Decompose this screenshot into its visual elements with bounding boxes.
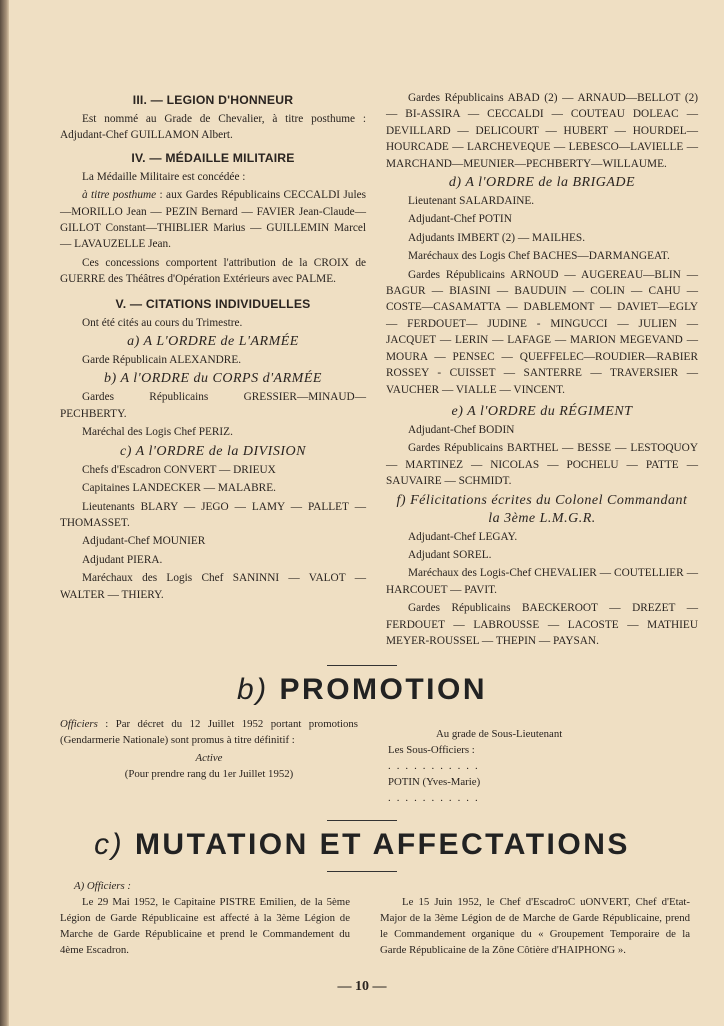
paragraph: Ont été cités au cours du Trimestre.: [82, 316, 243, 329]
paragraph: Adjudant SOREL.: [408, 548, 492, 561]
paragraph-text: : aux Gardes Républicains CECCALDI Jules—MORILLO Jean — PEZIN Bernard — FAVIER Jean-Claude—GILLOT Constant—THIBLIER Marius — GUILLEMIN Marcel — LAVAUZELLE Jean.: [60, 189, 366, 251]
paragraph: Adjudant PIERA.: [82, 553, 163, 566]
divider: [327, 820, 397, 821]
heading-letter: c): [94, 828, 125, 862]
paragraph: [60, 716, 358, 748]
sub-officers-line: Les Sous-Officiers :: [388, 744, 475, 757]
citations-columns: [60, 90, 700, 651]
paragraph: Capitaines LANDECKER — MALABRE.: [82, 482, 276, 495]
active-label: [60, 750, 358, 766]
subsection-heading: d) A l'ORDRE de la BRIGADE: [448, 175, 636, 191]
paragraph: Gardes Républicains ARNOUD — AUGEREAU—BLIN — BAGUR — BIASINI — BAUDUIN — COLIN — CAHU — COSTE—CASAMATTA — DABLEMONT — DAVIET—EGLY — FERDOUET— JUDINE - MINGUCCI — JULIEN — JACQUET — LERIN — LAFAGE — MARION MEGEVAND — MOURA — PENSEC — QUEFFELEC—ROUDIER—RABIER ROSSEY - CUISSET — SANTERRE — TRAVERSIER — VAUCHER — VIALLE — VINCENT.: [386, 268, 698, 396]
heading-text: PROMOTION: [279, 673, 488, 707]
page-number: — 10 —: [337, 979, 387, 995]
mutation-left: [60, 878, 350, 960]
section-heading: IV. — MÉDAILLE MILITAIRE: [131, 150, 295, 165]
paragraph: Maréchaux des Logis Chef BACHES—DARMANGEAT.: [408, 250, 670, 263]
promotion-body: [60, 716, 700, 806]
officers-heading: [60, 878, 350, 894]
paragraph: Gardes Républicains BARTHEL — BESSE — LESTOQUOY — MARTINEZ — NICOLAS — POCHELU — PATTE — SAUVAIRE — SCHMIDT.: [386, 442, 698, 488]
page-binding-edge: [0, 0, 9, 1026]
rank-note: (Pour prendre rang du 1er Juillet 1952): [124, 768, 294, 781]
emphasis: à titre posthume: [82, 189, 157, 202]
left-column: [60, 90, 366, 605]
promotion-left: [60, 716, 358, 782]
paragraph: Adjudant-Chef POTIN: [408, 213, 512, 226]
paragraph: Lieutenant SALARDAINE.: [408, 195, 535, 208]
paragraph: Garde Républicain ALEXANDRE.: [82, 354, 242, 367]
mutation-right: [380, 878, 690, 960]
subsection-heading: b) A l'ORDRE du CORPS d'ARMÉE: [104, 371, 322, 387]
section-heading: III. — LEGION D'HONNEUR: [132, 93, 294, 107]
promoted-name: POTIN (Yves-Marie): [388, 776, 481, 789]
promotion-right: [388, 716, 648, 806]
paragraph: Lieutenants BLARY — JEGO — LAMY — PALLET — THOMASSET.: [60, 500, 366, 529]
paragraph: Gardes Républicains GRESSIER—MINAUD—PECHBERTY.: [60, 391, 366, 420]
divider: [327, 665, 397, 666]
paragraph: Maréchal des Logis Chef PERIZ.: [82, 426, 233, 439]
mutation-heading: [24, 827, 700, 863]
paragraph: Chefs d'Escadron CONVERT — DRIEUX: [82, 463, 276, 476]
paragraph: [60, 187, 366, 253]
emphasis: Officiers: [60, 718, 98, 731]
paragraph: Est nommé au Grade de Chevalier, à titre posthume : Adjudant-Chef GUILLAMON Albert.: [60, 113, 366, 142]
paragraph: Adjudant-Chef LEGAY.: [408, 530, 518, 543]
paragraph: Adjudant-Chef BODIN: [408, 423, 515, 436]
dots-line: ...........: [388, 760, 484, 773]
paragraph: Adjudants IMBERT (2) — MAILHES.: [408, 231, 586, 244]
paragraph-text: : Par décret du 12 Juillet 1952 portant promotions (Gendarmerie Nationale) sont promus à titre définitif :: [60, 718, 358, 747]
paragraph: Gardes Républicains ABAD (2) — ARNAUD—BELLOT (2) — BI-ASSIRA — CECCALDI — COUTEAU DOLEAC — DEVILLARD — DELICOURT — HUBERT — HOURDEL— HOURCADE — LARCHEVEQUE — LEBESCO—LAVIELLE —MARCHAND—MEUNIER—PECHBERTY—WILLAUME.: [386, 92, 698, 170]
heading-text: MUTATION ET AFFECTATIONS: [134, 828, 630, 862]
active-text: Active: [195, 752, 223, 765]
mutation-body: [60, 878, 700, 960]
section-heading: V. — CITATIONS INDIVIDUELLES: [115, 296, 311, 311]
grade-line: Au grade de Sous-Lieutenant: [436, 728, 563, 741]
subsection-heading: c) A l'ORDRE de la DIVISION: [120, 443, 306, 459]
divider: [327, 871, 397, 872]
subsection-heading: f) Félicitations écrites du Colonel Commandant la 3ème L.M.G.R.: [396, 492, 688, 526]
heading-letter: b): [236, 673, 269, 707]
subsection-heading: a) A L'ORDRE de L'ARMÉE: [127, 334, 299, 350]
paragraph: Gardes Républicains BAECKEROOT — DREZET — FERDOUET — LABROUSSE — LACOSTE — MATHIEU MEYER-ROUSSEL — THEPIN — PAYSAN.: [386, 602, 698, 647]
paragraph: Adjudant-Chef MOUNIER: [82, 535, 206, 548]
dots-line: ...........: [388, 792, 484, 805]
promotion-heading: [24, 672, 700, 708]
paragraph: Maréchaux des Logis Chef SANINNI — VALOT — WALTER — THIERY.: [60, 572, 366, 601]
paragraph: Le 29 Mai 1952, le Capitaine PISTRE Emilien, de la 5ème Légion de Garde Républicaine est affecté à la 3ème Légion de Marche de Garde Républicaine et prend le Commandement du 4ème Escadron.: [60, 896, 350, 957]
officers-heading-text: A) Officiers :: [74, 880, 131, 893]
paragraph: Le 15 Juin 1952, le Chef d'EscadroC uONVERT, Chef d'Etat-Major de la 3ème Légion de de Marche de Garde Républicaine, prend le Commandement organique du « Groupement Temporaire de la Garde Républicaine de la Zône Côtière d'HAIPHONG ».: [380, 896, 690, 957]
paragraph: Maréchaux des Logis-Chef CHEVALIER — COUTELLIER — HARCOUET — PAVIT.: [386, 567, 698, 596]
subsection-heading: e) A l'ORDRE du RÉGIMENT: [451, 403, 633, 419]
right-column: [386, 90, 698, 651]
paragraph: La Médaille Militaire est concédée :: [82, 170, 246, 183]
paragraph: Ces concessions comportent l'attribution de la CROIX de GUERRE des Théâtres d'Opération Extérieurs avec PALME.: [60, 256, 366, 286]
